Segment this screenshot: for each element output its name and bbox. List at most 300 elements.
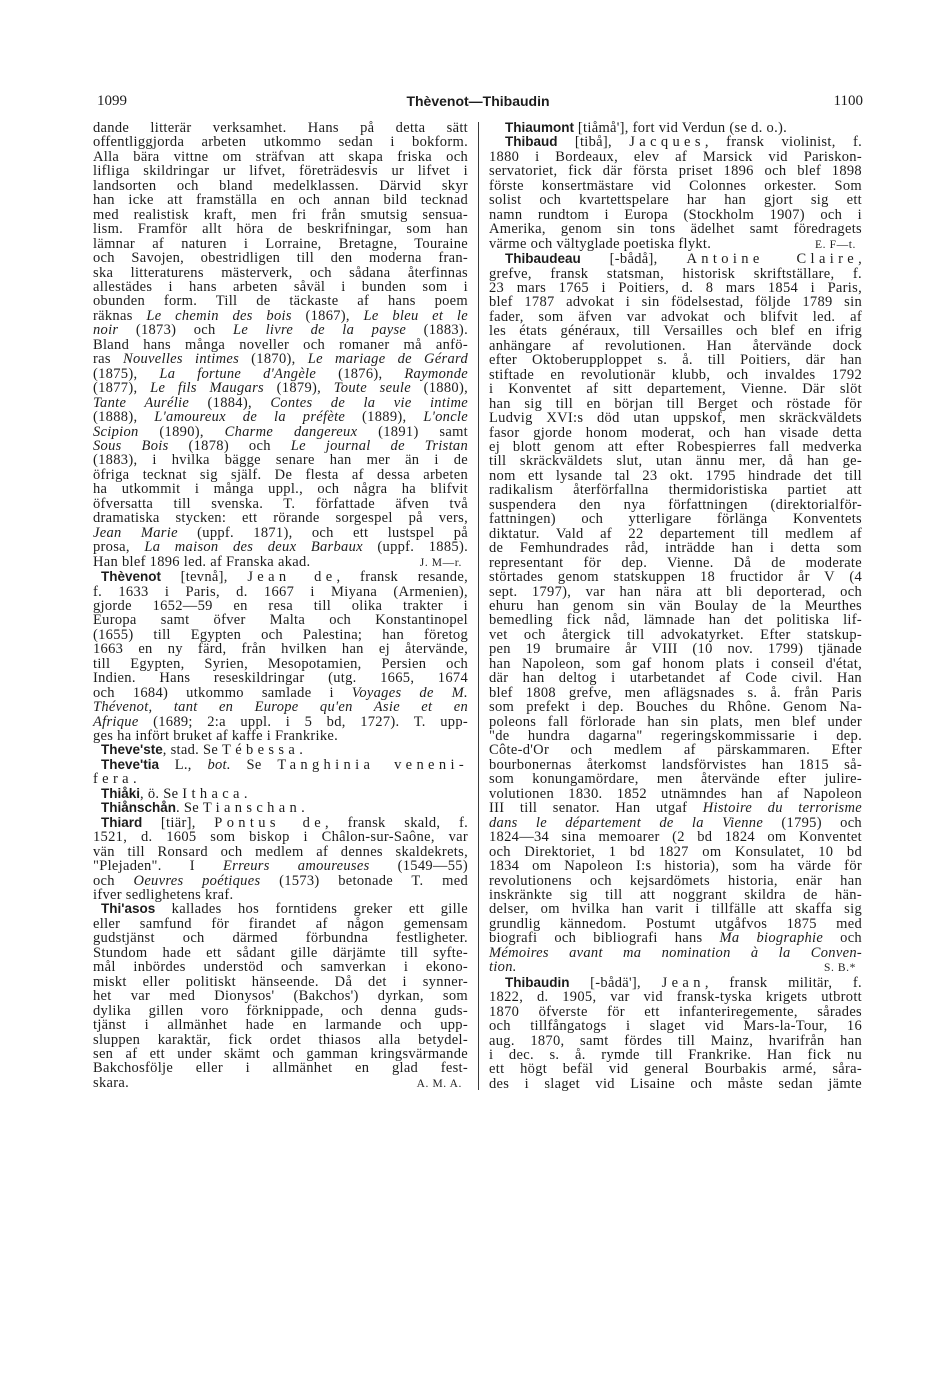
- author-signature: J. M—r.: [419, 556, 462, 569]
- entry-continuation: [93, 121, 468, 570]
- text-run: bourbonernas återkomst landsförvistes han 1815 så-: [489, 756, 862, 773]
- text-run: [tibå],: [557, 134, 630, 151]
- italic-title: Contes de la vie intime: [270, 394, 469, 411]
- text-run: ha utkommit i många uppl., och några ha blifvit: [93, 481, 468, 498]
- text-line: [93, 671, 468, 685]
- text-line: [489, 671, 862, 685]
- text-run: och: [93, 872, 134, 889]
- text-run: suspendera den nya författningen (direktorialför-: [489, 496, 862, 513]
- headword: Thibaudeau: [505, 251, 581, 267]
- text-run: och 1684) utkommo samlade i: [93, 684, 352, 701]
- italic-title: Jean Marie: [93, 524, 178, 541]
- text-line: [489, 976, 862, 990]
- text-run: "de hundra dagarna" regeringskommissarie i dep.: [489, 728, 862, 745]
- text-line: [93, 700, 468, 714]
- headword: Thiåki: [101, 785, 141, 801]
- text-line: [489, 353, 862, 367]
- dictionary-entry: [93, 816, 468, 903]
- text-run: bemedling fick nåd, lämnade han det politiska lif-: [489, 612, 862, 629]
- text-run: (1880),: [410, 380, 469, 397]
- text-run: och Direktoriet, 1 bd 1827 om Konsulatet, 10 bd: [489, 843, 862, 860]
- italic-title: Le fils Maugars: [150, 380, 264, 397]
- text-run: Alla bära vittne om sträfvan att skapa friska och: [93, 148, 468, 165]
- text-line: [93, 758, 468, 772]
- text-line: [489, 193, 862, 207]
- text-run: stiftade en revolutionär klubb, och invaldes 1792: [489, 366, 862, 383]
- headword: Theve'ste: [101, 742, 163, 758]
- text-run: dande litterär verksamhet. Hans på detta sätt: [93, 120, 468, 136]
- text-line: [93, 1033, 468, 1047]
- text-run: (1876),: [316, 365, 405, 382]
- text-run: störtades genom statskuppen 18 fructidor år V (4: [489, 569, 862, 586]
- text-line: [93, 975, 468, 989]
- column-divider: [478, 122, 479, 1090]
- text-run: kallades hos forntidens greker ett gille: [155, 901, 468, 918]
- spaced-name: Tanghinia veneni-: [277, 756, 469, 773]
- text-run: ges ha infört bruket af kaffe i Frankrike.: [93, 728, 339, 745]
- text-line: [93, 888, 468, 902]
- text-run: förste konsertmästare vid Colonnes orkester. Som: [489, 177, 862, 194]
- text-run: diktatur. Vald af 22 departement till medlem af: [489, 525, 862, 542]
- text-line: [489, 787, 862, 801]
- text-run: (1877),: [93, 380, 151, 397]
- text-run: (1655) till Egypten och Palestina; han företog: [93, 626, 468, 643]
- text-run: vet och återgick till advokatyrket. Efter statskup-: [489, 626, 862, 643]
- text-line: [489, 382, 862, 396]
- text-run: (1878) och: [168, 437, 291, 454]
- text-run: revolutionens och kejsardömets historia, enär han: [489, 872, 862, 889]
- text-line: [489, 715, 862, 729]
- text-run: där han deltog i utarbetandet af Code civil. Han: [489, 670, 862, 687]
- text-run: (1879),: [263, 380, 334, 397]
- dictionary-entry: [489, 121, 862, 135]
- text-run: öfriga tecknat sig själf. De flesta af dessa arbeten: [93, 466, 468, 483]
- text-run: i dec. s. å. rymde till Frankrike. Han fick nu: [489, 1047, 862, 1063]
- text-line: [93, 323, 468, 337]
- text-line: [93, 801, 468, 815]
- text-line: [489, 324, 862, 338]
- text-run: (1795) och: [763, 814, 862, 831]
- text-run: ,: [858, 251, 863, 268]
- text-line: [489, 570, 862, 584]
- italic-title: Histoire du terrorisme: [702, 800, 862, 817]
- text-run: eller samfund för firandet af någon gemensam: [93, 915, 468, 932]
- text-run: [tiär],: [142, 814, 215, 831]
- text-line: [489, 845, 862, 859]
- text-run: Europa samt öfver Malta och Konstantinopel: [93, 612, 468, 629]
- text-line: [93, 570, 468, 584]
- text-line: [93, 874, 468, 888]
- spaced-name: Tianschan: [202, 800, 302, 817]
- text-run: III till senator. Han utgaf: [489, 800, 703, 817]
- text-run: .: [301, 800, 306, 817]
- line-text: [93, 555, 310, 569]
- text-run: ras: [93, 351, 123, 368]
- text-line: [489, 556, 862, 570]
- text-line: [489, 1034, 862, 1048]
- headword: Thèvenot: [101, 569, 162, 585]
- text-run: delser, om hvilka han varit i tillfälle att skaffa sig: [489, 901, 862, 918]
- text-line: [93, 150, 468, 164]
- text-run: Ludvig XVI:s död utan uppskof, men skräckväldets: [489, 410, 862, 427]
- text-line: [489, 252, 862, 266]
- text-run: ifver sedlighetens kraf.: [93, 887, 234, 904]
- author-signature: E. F—t.: [815, 238, 856, 251]
- text-line: [93, 497, 468, 511]
- spaced-name: Jean de: [247, 569, 337, 586]
- text-line: [489, 411, 862, 425]
- text-run: landsorten och bland medelklassen. Därvid skyr: [93, 177, 468, 194]
- text-run: miskt eller politiskt hänseende. Då det i synner-: [93, 973, 468, 990]
- text-line: [489, 208, 862, 222]
- text-run: till skräckväldets slut, utan ännu mer, då han ge-: [489, 453, 862, 470]
- author-signature: S. B.*: [823, 962, 856, 975]
- text-run: 1834 om Napoleon I:s historia), som ha värde för: [489, 858, 862, 875]
- text-line: [489, 483, 862, 497]
- headword: Thiard: [101, 814, 143, 830]
- text-line: [93, 657, 468, 671]
- text-run: 1870 öfverste för ett infanteriregemente, sårades: [489, 1003, 862, 1020]
- text-line: [93, 338, 468, 352]
- text-line: [93, 555, 468, 570]
- text-run: vän till Ronsard och medlem af dennes skaldekrets,: [93, 843, 468, 860]
- italic-title: noir: [93, 322, 119, 339]
- italic-title: Erreurs amoureuses: [223, 858, 370, 875]
- text-run: Bakchosfölje eller i allmänhet en glad fest-: [93, 1060, 468, 1077]
- text-run: han Napoleon, som gaf honom plats i conseil d'état,: [489, 655, 862, 672]
- text-line: [489, 1019, 862, 1033]
- text-line: [93, 960, 468, 974]
- text-run: sluppen karaktär, fick ordet thiasos alla betydel-: [93, 1031, 468, 1048]
- text-run: 1822, d. 1905, var vid fransk-tyska krigets utbrott: [489, 989, 862, 1006]
- text-line: [489, 816, 862, 830]
- text-run: solist och kvartettspelare har han gjort sig ett: [489, 192, 862, 209]
- text-line: [93, 729, 468, 743]
- text-run: representant för dep. Vienne. Då de moderate: [489, 554, 862, 571]
- text-line: [489, 512, 862, 526]
- text-run: f. 1633 i Paris, d. 1667 i Miyana (Armenien),: [93, 583, 468, 600]
- text-line: [489, 772, 862, 786]
- text-line: [489, 642, 862, 656]
- text-line: [489, 960, 862, 975]
- text-run: 1880 i Bordeaux, elev af Marsick vid Pariskon-: [489, 148, 862, 165]
- italic-title: Ma biographie: [719, 930, 824, 947]
- spaced-name: Ithaca: [182, 785, 244, 802]
- text-run: obunden form. Till de täckaste af hans poem: [93, 293, 468, 310]
- text-line: [93, 931, 468, 945]
- text-line: [93, 1004, 468, 1018]
- headword: Thibaudin: [505, 974, 570, 990]
- text-run: inskränkte sig till att noggrant skildra de hän-: [489, 887, 862, 904]
- italic-title: La maison des deux Barbaux: [144, 539, 363, 556]
- text-line: [93, 381, 468, 395]
- page-number-right: 1100: [833, 93, 863, 109]
- text-run: biografi och bibliografi hans: [489, 930, 720, 947]
- text-line: [489, 801, 862, 815]
- text-run: prosa,: [93, 539, 145, 556]
- text-run: och: [823, 930, 862, 947]
- text-line: [489, 931, 862, 945]
- headword: Thi'asos: [101, 901, 156, 917]
- text-line: [93, 830, 468, 844]
- text-run: 1663 en ny färd, från hvilken han ej återvände,: [93, 641, 468, 658]
- text-run: Se: [230, 756, 278, 773]
- text-run: (1883), i hvilka bägge senare han mer än i de: [93, 452, 468, 469]
- text-line: [489, 440, 862, 454]
- text-run: L.,: [158, 756, 208, 773]
- text-line: [93, 628, 468, 642]
- text-line: [93, 1018, 468, 1032]
- page-header: [93, 92, 863, 110]
- text-run: ett högt befäl vid general Bourbakis armé, såra-: [489, 1061, 862, 1078]
- text-run: fattningen) och ytterligare förlänga Konventets: [489, 511, 862, 528]
- line-text: [93, 1076, 129, 1090]
- text-line: [489, 946, 862, 960]
- text-run: (1889),: [345, 409, 424, 426]
- italic-title: L'amoureux de la préfète: [154, 409, 346, 426]
- text-line: [489, 628, 862, 642]
- dictionary-entry: [93, 787, 468, 801]
- text-run: servatoriet, fick där första priset 1896 och blef 1898: [489, 163, 862, 180]
- text-line: [489, 888, 862, 902]
- text-run: anhängare af revolutionen. Han återvände dock: [489, 337, 862, 354]
- italic-title: Nouvelles intimes: [122, 351, 240, 368]
- text-line: [489, 237, 862, 252]
- spaced-name: Pontus de: [214, 814, 325, 831]
- text-run: volutionen 1830. 1852 utnämndes han af Napoleon: [489, 785, 862, 802]
- text-run: [tevnå],: [161, 569, 248, 586]
- text-line: [93, 410, 468, 424]
- dictionary-entry: [93, 758, 468, 787]
- text-line: [93, 787, 468, 801]
- text-line: [93, 121, 468, 135]
- text-run: som prefekt i dep. Bouches du Rhône. Genom Na-: [489, 699, 862, 716]
- text-line: [489, 498, 862, 512]
- text-run: (1891) samt: [357, 423, 468, 440]
- italic-title: Le chemin des bois: [146, 307, 292, 324]
- text-run: med realistisk kraft, men fri från smutsig sensua-: [93, 206, 468, 223]
- text-run: och Savojen, obestridligen till den moderna fran-: [93, 250, 468, 267]
- dictionary-entry: [93, 902, 468, 1091]
- italic-title: Toute seule: [333, 380, 411, 397]
- text-line: [489, 426, 862, 440]
- text-line: [489, 164, 862, 178]
- text-run: les états généraux, till Versailles och blef en ifrig: [489, 323, 862, 340]
- text-run: , fransk violinist, f.: [704, 134, 863, 151]
- italic-title: Oeuvres poétiques: [133, 872, 261, 889]
- text-line: [93, 309, 468, 323]
- text-line: [489, 830, 862, 844]
- text-run: han sig till en början till Berget och röstade för: [489, 395, 862, 412]
- text-line: [489, 1062, 862, 1076]
- text-run: (1870),: [239, 351, 308, 368]
- text-run: het var med Dionysos' (Bakchos') dyrkan, som: [93, 988, 468, 1005]
- text-run: skara.: [93, 1074, 130, 1091]
- author-signature: A. M. A.: [416, 1077, 462, 1090]
- text-line: [93, 816, 468, 830]
- text-line: [93, 193, 468, 207]
- text-run: [tiåmå'], fort vid Verdun (se d. o.).: [574, 120, 788, 136]
- text-line: [489, 339, 862, 353]
- text-line: [93, 251, 468, 265]
- text-run: (1867),: [291, 307, 364, 324]
- text-line: [93, 715, 468, 729]
- text-run: (1573) betonade T. med: [260, 872, 469, 889]
- italic-title: Le mariage de Gérard: [307, 351, 469, 368]
- text-line: [489, 990, 862, 1004]
- italic-title: tion.: [489, 959, 517, 976]
- text-line: [489, 295, 862, 309]
- text-line: [489, 397, 862, 411]
- text-line: [489, 1005, 862, 1019]
- text-run: "Plejaden". I: [93, 858, 224, 875]
- italic-title: Sous Bois: [93, 437, 169, 454]
- text-line: [93, 613, 468, 627]
- text-run: nom ett lysande tal 23 okt. 1795 hindrade det till: [489, 467, 862, 484]
- spaced-name: Jacques: [629, 134, 705, 151]
- text-line: [489, 150, 862, 164]
- left-column: [93, 121, 468, 1091]
- italic-title: Afrique: [93, 713, 139, 730]
- italic-title: Raymonde: [404, 365, 468, 382]
- text-line: [93, 526, 468, 540]
- text-line: [489, 281, 862, 295]
- headword: Thibaud: [505, 134, 558, 150]
- line-text: [489, 237, 711, 251]
- text-run: namn rundtom i Europa (Stockholm 1907) och i: [489, 206, 862, 223]
- text-run: (1873) och: [118, 322, 234, 339]
- text-line: [489, 222, 862, 236]
- text-run: allestädes i hans arbeten såväl i bunden som i: [93, 278, 468, 295]
- text-run: 1824—34 sina memoarer (2 bd 1824 om Konventet: [489, 829, 862, 846]
- text-run: offentliggjorda arbeten utkommo sedan i bokform.: [93, 134, 468, 151]
- text-run: (1884),: [189, 394, 271, 411]
- text-line: [93, 468, 468, 482]
- spaced-name: Antoine Claire: [686, 251, 859, 268]
- text-run: pen 19 brumaire år VIII (10 nov. 1799) tjänade: [489, 641, 862, 658]
- text-run: dylika gillen voro förknippade, och denna guds-: [93, 1002, 468, 1019]
- italic-title: Voyages de M.: [351, 684, 468, 701]
- dictionary-entry: [93, 801, 468, 815]
- text-run: i Konventet af sitt departement, Vienne. Där slöt: [489, 381, 862, 398]
- text-line: [93, 845, 468, 859]
- text-run: Côte-d'Or och medlem af pärskammaren. Efter: [489, 742, 862, 759]
- text-run: [-bådå],: [580, 251, 687, 268]
- italic-title: Le livre de la payse: [233, 322, 407, 339]
- text-line: [93, 1061, 468, 1075]
- text-line: [93, 946, 468, 960]
- text-line: [93, 686, 468, 700]
- text-run: ej blott genom att efter Robespierres fall medverka: [489, 438, 862, 455]
- text-run: fasor gjorde honom moderat, och han visade detta: [489, 424, 862, 441]
- text-run: mål inbördes understöd och samverkan i ekono-: [93, 959, 468, 976]
- headword: Theve'tia: [101, 756, 159, 772]
- text-line: [489, 310, 862, 324]
- text-line: [93, 1076, 468, 1091]
- text-line: [489, 585, 862, 599]
- text-run: de Femhundrades råd, inträdde han i detta som: [489, 540, 862, 557]
- text-run: grefve, fransk statsman, historisk skriftställare, f.: [489, 265, 862, 282]
- text-run: lism. Framför allt höra de beskrifningar, som han: [93, 221, 468, 238]
- right-column: [489, 121, 862, 1091]
- italic-title: Thévenot, tant en Europe qu'en Asie et en: [93, 699, 468, 716]
- italic-title: bot.: [207, 756, 231, 773]
- text-run: blef 1808 grefve, men aflägsnades s. å. från Paris: [489, 684, 862, 701]
- text-line: [489, 135, 862, 149]
- text-run: till Egypten, Syrien, Mesopotamien, Persien och: [93, 655, 468, 672]
- text-line: [489, 454, 862, 468]
- text-run: , fransk militär, f.: [704, 974, 862, 991]
- text-line: [93, 540, 468, 554]
- text-run: grundlig kännedom. Postumt utgåfvos 1875 med: [489, 915, 862, 932]
- text-run: (1888),: [93, 409, 155, 426]
- text-run: dramatiska stycken: ett rörande sorgespel på vers,: [93, 510, 468, 527]
- dictionary-entry: [93, 570, 468, 743]
- text-run: 23 mars 1765 i Poitiers, d. 8 mars 1854 i Paris,: [489, 279, 862, 296]
- text-line: [93, 642, 468, 656]
- spaced-name: fera: [93, 771, 133, 788]
- text-run: (uppf. 1871), och ett lustspel på: [177, 524, 469, 541]
- spaced-name: Tébessa: [222, 742, 300, 759]
- text-run: .: [132, 771, 137, 788]
- text-line: [93, 453, 468, 467]
- text-line: [489, 527, 862, 541]
- text-run: öfversatta till svenska. T. författade äfven två: [93, 495, 468, 512]
- text-run: (1689; 2:a uppl. i 5 bd, 1727). T. upp-: [138, 713, 468, 730]
- text-line: [93, 135, 468, 149]
- headword: Thiånschån: [101, 800, 177, 816]
- italic-title: L'oncle: [423, 409, 468, 426]
- text-run: sen af ett under skämt och gamman kringsvärmande: [93, 1046, 468, 1062]
- text-line: [93, 294, 468, 308]
- italic-title: Mémoires avant ma nomination à la Conven-: [489, 944, 862, 961]
- text-run: Indien. Hans reseskildringar (utg. 1665, 1674: [93, 670, 468, 687]
- italic-title: Le journal de Tristan: [290, 437, 469, 454]
- text-run: blef 1787 advokat i sin födelsestad, följde 1789 sin: [489, 294, 862, 311]
- italic-title: Charme dangereux: [224, 423, 358, 440]
- text-run: , stad. Se: [162, 742, 223, 759]
- text-run: .: [243, 785, 248, 802]
- text-line: [489, 469, 862, 483]
- dictionary-entry: [489, 135, 862, 252]
- text-run: (1890),: [138, 423, 225, 440]
- text-run: gjorde 1652—59 en resa till olika trakter i: [93, 597, 468, 614]
- text-run: värme och vältyglade poetiska flykt.: [489, 235, 712, 252]
- text-line: [489, 267, 862, 281]
- text-run: , fransk skald, f.: [324, 814, 469, 831]
- text-run: Amerika, genom sin tons ädelhet samt föredragets: [489, 221, 862, 238]
- text-run: ska litteraturens mästerverk, och sådana återfinnas: [93, 264, 468, 281]
- text-run: och tillfångatogs i slaget vid Mars-la-Tour, 16: [489, 1018, 862, 1035]
- text-run: sept. 1797), var han nära att bli deporterad, och: [489, 583, 862, 600]
- text-line: [93, 599, 468, 613]
- text-run: 1521, d. 1605 som biskop i Châlon-sur-Saône, var: [93, 829, 468, 846]
- text-line: [93, 482, 468, 496]
- text-line: [93, 280, 468, 294]
- text-line: [489, 179, 862, 193]
- text-line: [489, 743, 862, 757]
- spaced-name: Jean: [661, 974, 705, 991]
- text-line: [489, 121, 862, 135]
- dictionary-entry: [93, 743, 468, 757]
- text-line: [93, 859, 468, 873]
- text-run: Bland hans många noveller och romaner må anfö-: [93, 336, 468, 353]
- text-run: poleons fall förlorade han sin plats, men blef under: [489, 713, 862, 730]
- text-line: [489, 657, 862, 671]
- italic-title: Le bleu et le: [363, 307, 469, 324]
- text-line: [489, 700, 862, 714]
- text-line: [489, 541, 862, 555]
